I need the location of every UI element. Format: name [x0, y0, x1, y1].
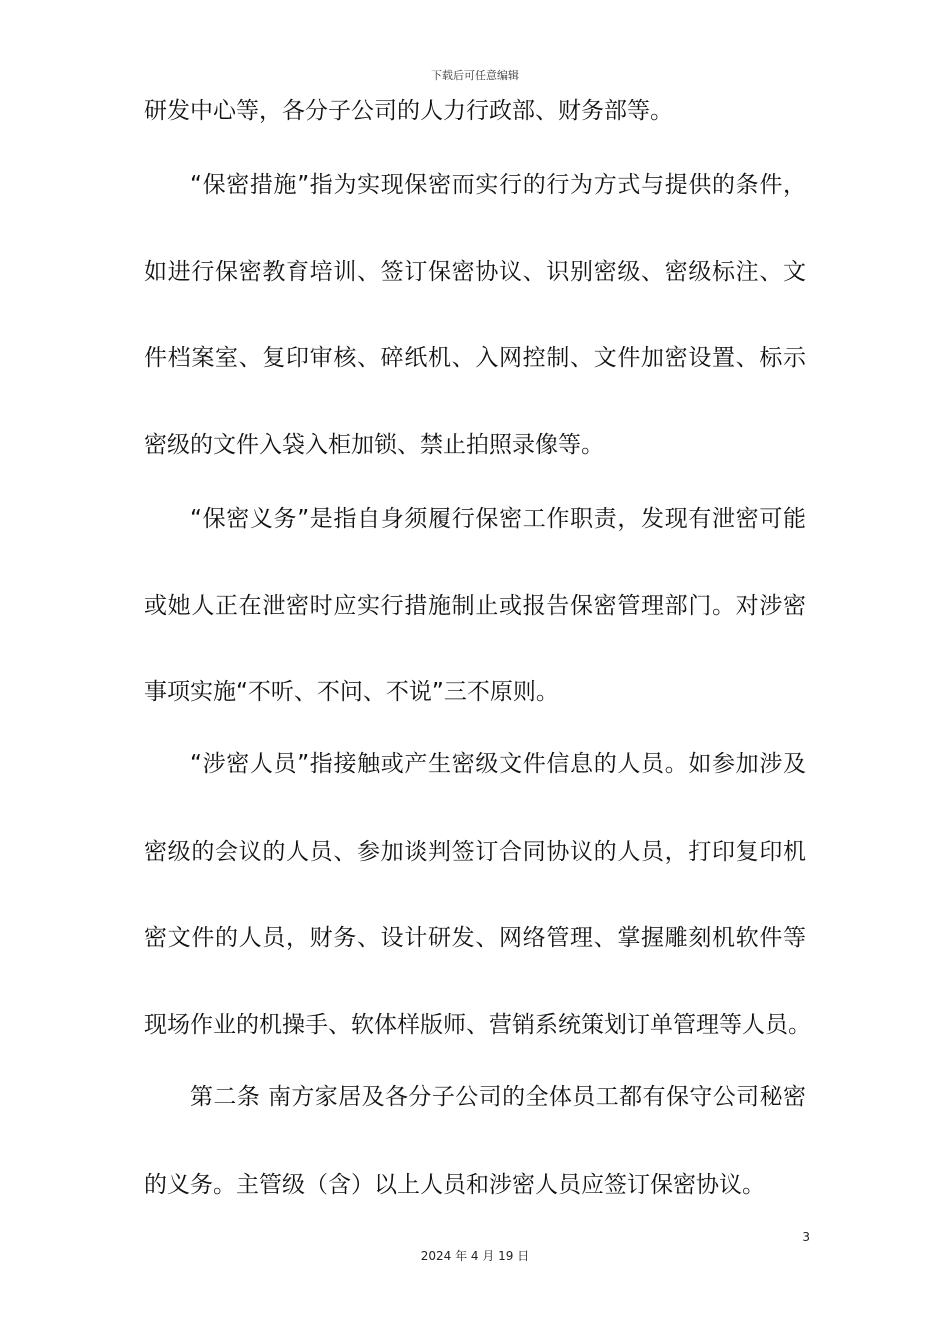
text-line: 的义务。主管级（含）以上人员和涉密人员应签订保密协议。 — [144, 1172, 765, 1198]
text-line: “涉密人员”指接触或产生密级文件信息的人员。如参加涉及 — [190, 751, 806, 777]
footer-date: 2024 年 4 月 19 日 — [420, 1249, 530, 1263]
text-line: 或她人正在泄密时应实行措施制止或报告保密管理部门。对涉密 — [144, 593, 806, 619]
text-line: 件档案室、复印审核、碎纸机、入网控制、文件加密设置、标示 — [144, 345, 806, 371]
text-line: 密文件的人员，财务、设计研发、网络管理、掌握雕刻机软件等 — [144, 925, 806, 951]
header-note: 下载后可任意编辑 — [431, 69, 519, 82]
text-line: 如进行保密教育培训、签订保密协议、识别密级、密级标注、文 — [144, 259, 806, 285]
text-line: 研发中心等，各分子公司的人力行政部、财务部等。 — [144, 98, 673, 124]
text-line: 第二条 南方家居及各分子公司的全体员工都有保守公司秘密 — [190, 1084, 806, 1110]
text-line: 现场作业的机操手、软体样版师、营销系统策划订单管理等人员。 — [144, 1012, 811, 1038]
text-line: “保密义务”是指自身须履行保密工作职责，发现有泄密可能 — [190, 506, 806, 532]
text-line: 密级的文件入袋入柜加锁、禁止拍照录像等。 — [144, 432, 604, 458]
text-line: 事项实施“不听、不问、不说”三不原则。 — [144, 679, 559, 705]
page-number: 3 — [802, 1230, 810, 1244]
text-line: “保密措施”指为实现保密而实行的行为方式与提供的条件， — [190, 172, 806, 198]
text-line: 密级的会议的人员、参加谈判签订合同协议的人员，打印复印机 — [144, 839, 806, 865]
